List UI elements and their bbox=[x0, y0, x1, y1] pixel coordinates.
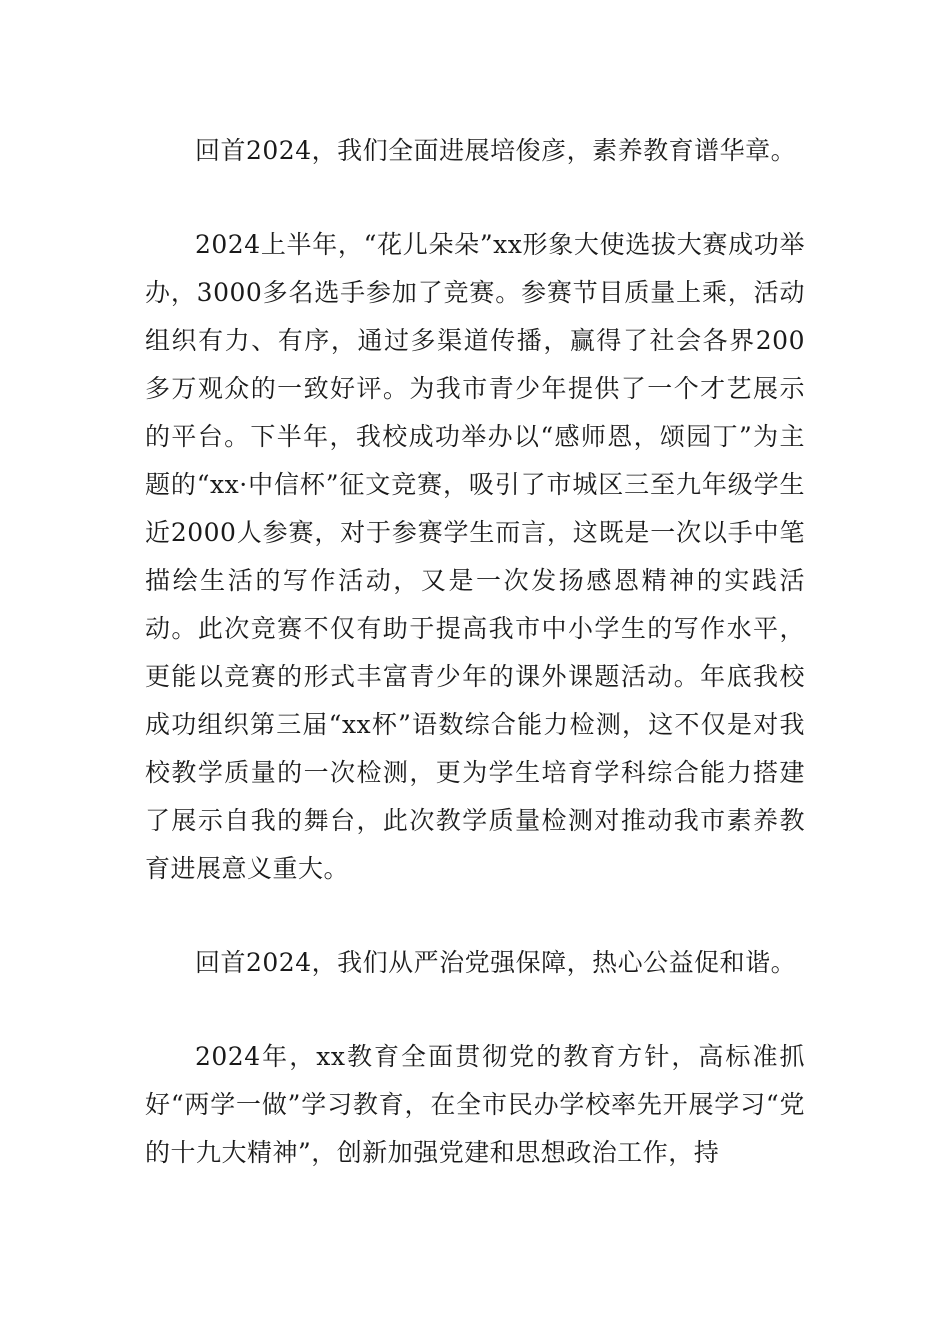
paragraph-gap bbox=[145, 893, 805, 939]
paragraph-heading-2: 回首2024，我们从严治党强保障，热心公益促和谐。 bbox=[195, 948, 797, 977]
paragraph-heading-1: 回首2024，我们全面进展培俊彦，素养教育谱华章。 bbox=[195, 136, 797, 165]
paragraph-gap bbox=[145, 175, 805, 221]
paragraph-body-2: 2024年，xx教育全面贯彻党的教育方针，高标准抓好“两学一做”学习教育，在全市民办学校率先开展学习“党的十九大精神”，创新加强党建和思想政治工作，持 bbox=[145, 1042, 805, 1167]
paragraph-gap bbox=[145, 987, 805, 1033]
paragraph-body-1: 2024上半年，“花儿朵朵”xx形象大使选拔大赛成功举办，3000多名选手参加了竞赛。参赛节目质量上乘，活动组织有力、有序，通过多渠道传播，赢得了社会各界200多万观众的一致好评。为我市青少年提供了一个才艺展示的平台。下半年，我校成功举办以“感师恩，颂园丁”为主题的“xx·中信杯”征文竞赛，吸引了市城区三至九年级学生近2000人参赛，对于参赛学生而言，这既是一次以手中笔描绘生活的写作活动，又是一次发扬感恩精神的实践活动。此次竞赛不仅有助于提高我市中小学生的写作水平，更能以竞赛的形式丰富青少年的课外课题活动。年底我校成功组织第三届“xx杯”语数综合能力检测，这不仅是对我校教学质量的一次检测，更为学生培育学科综合能力搭建了展示自我的舞台，此次教学质量检测对推动我市素养教育进展意义重大。 bbox=[145, 230, 805, 883]
